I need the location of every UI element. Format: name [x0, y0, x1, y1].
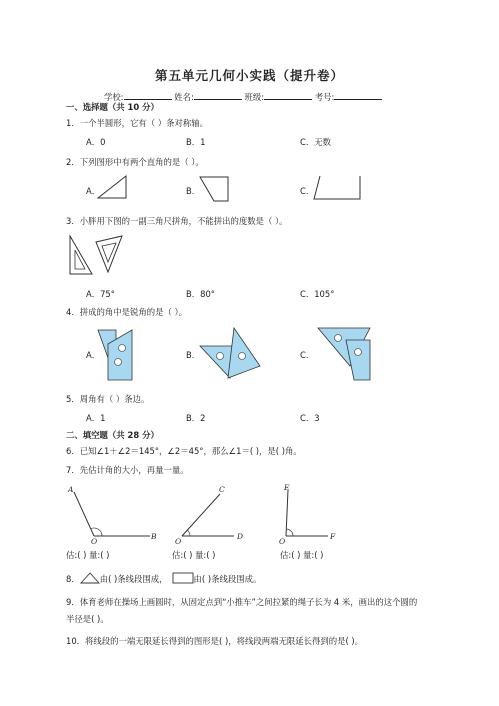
q1-text: 1．一个半圆形，它有（ ）条对称轴。	[66, 118, 208, 128]
q7-label-e: E	[284, 483, 290, 492]
q4-figure-a-set-squares	[94, 326, 136, 384]
q7-angle-aob	[64, 480, 164, 544]
q7-label-o3: O	[279, 537, 286, 546]
q4-option-a[interactable]: A．	[86, 350, 101, 360]
q9-line-1: 9．体育老师在操场上画圆时，从固定点到“小推车”之间拉紧的绳子长为 4 米，画出的这个圆的	[66, 597, 418, 607]
q3-text: 3．小胖用下图的一副三角尺拼角，不能拼出的度数是（ ）。	[66, 216, 288, 226]
q8-line	[66, 572, 261, 585]
q3-set-squares-icon	[66, 232, 128, 278]
q8-number: 8．	[66, 574, 80, 584]
school-field[interactable]	[124, 90, 172, 100]
q2-option-b[interactable]: B．	[186, 186, 201, 196]
q5-option-b[interactable]: B．2	[186, 413, 206, 423]
q7-text: 7．先估计角的大小，再量一量。	[66, 465, 189, 475]
q2-figure-b-quadrilateral	[198, 174, 234, 204]
q2-option-c[interactable]: C．	[300, 186, 315, 196]
q7-label-d: D	[237, 532, 244, 541]
q2-figure-c-open-shape	[312, 174, 364, 202]
q3-option-a[interactable]: A．75°	[86, 289, 115, 299]
q5-option-a[interactable]: A．1	[86, 413, 106, 423]
q7-label-o2: O	[175, 537, 182, 546]
q8-part-rectangle: 由( )条线段围成。	[193, 574, 262, 584]
q4-option-b[interactable]: B．	[186, 350, 201, 360]
q5-text: 5．周角有（ ）条边。	[66, 394, 150, 404]
q7-label-o1: O	[91, 537, 98, 546]
q3-option-b[interactable]: B．80°	[186, 289, 215, 299]
school-label: 学校:	[104, 92, 124, 102]
q1-option-b[interactable]: B．1	[186, 137, 206, 147]
q6-text: 6．已知∠1＋∠2＝145°，∠2＝45°，那么∠1＝( )，是( )角。	[66, 446, 302, 456]
q7-label-a: A	[68, 485, 74, 494]
q7-label-f: F	[330, 532, 336, 541]
q9-line-2: 半径是( )。	[66, 614, 109, 624]
q8-part-triangle: 由( )条线段围成，	[99, 574, 168, 584]
name-field[interactable]	[194, 90, 242, 100]
page-title: 第五单元几何小实践（提升卷）	[154, 68, 344, 83]
q7-label-c: C	[219, 485, 225, 494]
q4-figure-c-set-squares	[316, 326, 374, 382]
rectangle-icon	[172, 572, 194, 584]
q2-option-a[interactable]: A．	[86, 186, 101, 196]
q3-option-c[interactable]: C．105°	[300, 289, 335, 299]
q4-text: 4．拼成的角中是锐角的是（ ）。	[66, 307, 188, 317]
q7-estimate-1[interactable]: 估:( ) 量:( )	[66, 550, 110, 560]
q10-text: 10．将线段的一端无限延长得到的图形是( )，将线段两端无限延长得到的是( )。	[66, 636, 364, 646]
q7-estimate-2[interactable]: 估:( ) 量:( )	[172, 550, 216, 560]
triangle-icon	[80, 572, 100, 584]
q1-option-a[interactable]: A．0	[86, 137, 106, 147]
q2-text: 2．下列图形中有两个直角的是（ ）。	[66, 157, 204, 167]
q1-option-c[interactable]: C．无数	[300, 137, 331, 147]
q5-option-c[interactable]: C．3	[300, 413, 320, 423]
section-2-heading: 二、填空题（共 28 分）	[66, 430, 159, 440]
q4-figure-b-set-squares	[198, 326, 264, 382]
number-field[interactable]	[334, 90, 382, 100]
number-label: 考号:	[314, 92, 335, 102]
q7-label-b: B	[151, 532, 157, 541]
name-label: 姓名:	[174, 92, 194, 102]
q2-figure-a-right-triangle	[96, 174, 130, 200]
q4-option-c[interactable]: C．	[300, 350, 315, 360]
q7-estimate-3[interactable]: 估:( ) 量:( )	[280, 550, 324, 560]
class-label: 班级:	[244, 92, 265, 102]
class-field[interactable]	[264, 90, 312, 100]
section-1-heading: 一、选择题（共 10 分）	[66, 102, 159, 112]
